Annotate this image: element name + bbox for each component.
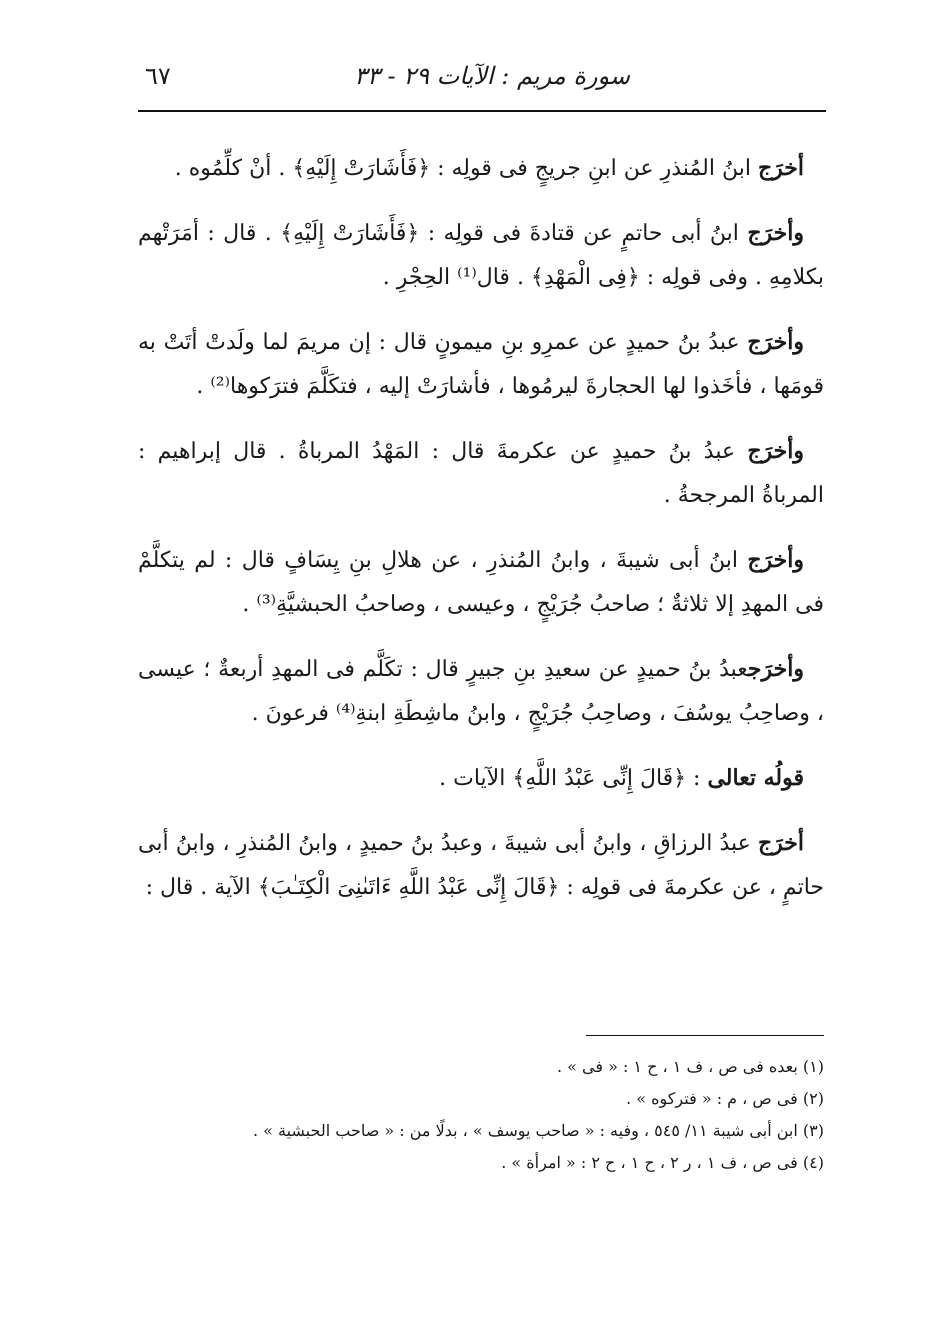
- paragraph-text: عبدُ الرزاقِ ، وابنُ أبى شيبةَ ، وعبدُ بنُ حميدٍ ، وابنُ المُنذرِ ، وابنُ أبى حاتمٍ ، عن عكرمةَ فى قولِه : ﴿قَالَ إِنِّى عَبْدُ اللَّهِ ءَاتَىٰنِىَ الْكِتَـٰبَ﴾ الآية . قال :: [138, 831, 824, 900]
- paragraph-text: ابنُ أبى شيبةَ ، وابنُ المُنذرِ ، عن هلالِ بنِ يِسَافٍ قال : لم يتكلَّمْ فى المهدِ إلا ثلاثةٌ ؛ صاحبُ جُرَيْجٍ ، وعيسى ، وصاحبُ الحبشيَّةِ⁽³⁾ .: [138, 548, 824, 617]
- paragraph-text: ابنُ أبى حاتمٍ عن قتادةَ فى قولِه : ﴿فَأَشَارَتْ إِلَيْهِ﴾ . قال : أمَرَتْهم بكلامِهِ . وفى قولِه : ﴿فِى الْمَهْدِ﴾ . قال⁽¹⁾ الحِجْرِ .: [138, 221, 824, 290]
- header-rule: [138, 110, 826, 112]
- footnote: (٢) فى ص ، م : « فتركوه » .: [626, 1089, 824, 1108]
- paragraph: [138, 320, 824, 409]
- paragraph-lead: وأخرَج: [747, 656, 804, 682]
- paragraph: [138, 429, 824, 518]
- paragraph-lead: وأخرَج: [747, 220, 804, 246]
- footnote-rule: [586, 1035, 824, 1036]
- paragraph-lead: وأخرَج: [747, 547, 804, 573]
- paragraph: [138, 146, 824, 191]
- section-heading: [138, 756, 824, 801]
- running-title: سورة مريم : الآيات ٢٩ - ٣٣: [354, 62, 630, 90]
- footnote: (١) بعده فى ص ، ف ١ ، ح ١ : « فى » .: [556, 1057, 824, 1076]
- paragraph-text: عبدُ بنُ حميدٍ عن عمرِو بنِ ميمونٍ قال : إن مريمَ لما ولَدتْ أتَتْ به قومَها ، فأخَذوا لها الحجارةَ ليرمُوها ، فأشارَتْ إليه ، فتكَلَّمَ فترَكوها⁽²⁾ .: [138, 330, 824, 399]
- footnotes: [124, 1050, 824, 1180]
- paragraph-lead: وأخرَج: [747, 329, 804, 355]
- paragraph-text: عبدُ بنُ حميدٍ عن عكرمةَ قال : المَهْدُ المرباةُ . قال إبراهيم : المرباةُ المرجحةُ .: [138, 439, 824, 508]
- paragraph: [138, 211, 824, 300]
- running-header: [135, 58, 825, 98]
- paragraph: [138, 538, 824, 627]
- paragraph-text: ابنُ المُنذرِ عن ابنِ جريجٍ فى قولِه : ﴿فَأَشَارَتْ إِلَيْهِ﴾ . أنْ كلِّمُوه .: [174, 156, 758, 181]
- paragraph-lead: أخرَج: [757, 830, 804, 856]
- paragraph: [138, 821, 824, 910]
- paragraph-lead: أخرَج: [757, 155, 804, 181]
- page-number: ٦٧: [145, 62, 171, 90]
- paragraph-lead: وأخرَج: [747, 438, 804, 464]
- footnote: (٤) فى ص ، ف ١ ، ر ٢ ، ح ١ ، ح ٢ : « امرأة » .: [501, 1153, 824, 1172]
- heading-lead: قولُه تعالى: [707, 765, 804, 791]
- paragraph: [138, 647, 824, 736]
- main-text: [138, 146, 824, 930]
- footnote: (٣) ابن أبى شيبة ١١/ ٥٤٥ ، وفيه : « صاحب يوسف » ، بدلًا من : « صاحب الحبشية » .: [252, 1121, 824, 1140]
- paragraph-text: عبدُ بنُ حميدٍ عن سعيدِ بنِ جبيرٍ قال : تكَلَّم فى المهدِ أربعةٌ ؛ عيسى ، وصاحِبُ يوسُفَ ، وصاحِبُ جُرَيْجٍ ، وابنُ ماشِطَةِ ابنةِ⁽⁴⁾ فرعونَ .: [138, 657, 824, 726]
- heading-text: : ﴿قَالَ إِنِّى عَبْدُ اللَّهِ﴾ الآيات .: [439, 766, 708, 791]
